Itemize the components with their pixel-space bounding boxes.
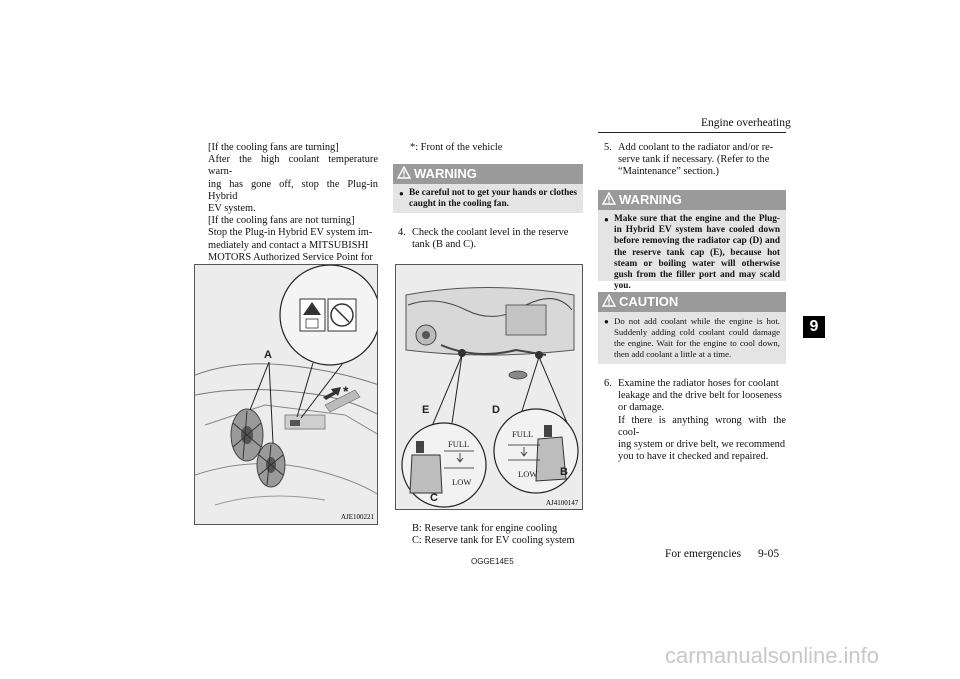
caution-bullet [598, 312, 786, 364]
warning-bullet-text: Be careful not to get your hands or clothes caught in the cooling fan. [409, 188, 577, 210]
caption-b: B: Reserve tank for engine cooling [412, 523, 558, 534]
reserve-tank-figure [395, 264, 583, 510]
step-text: Check the coolant level in the reserve [412, 227, 569, 238]
full-mark-right: FULL [512, 429, 534, 439]
warning-bullet-text: Make sure that the engine and the Plug-in Hybrid EV system have cooled down before removing the radiator cap (D) and the reserve tank cap (E), because hot steam or boiling water will otherwise gush from the filler port and may scald you. [614, 214, 780, 292]
warning-triangle-icon [602, 191, 616, 211]
bullet-dot-icon: ● [604, 317, 609, 326]
text-line: mediately and contact a MITSUBISHI [208, 239, 369, 251]
warning-heading [598, 190, 786, 210]
warning-heading-text: WARNING [619, 192, 682, 207]
warning-triangle-icon [397, 165, 411, 185]
step-number: 5. [604, 142, 612, 153]
bullet-dot-icon: ● [399, 189, 404, 198]
low-mark-left: LOW [452, 477, 472, 487]
caution-heading-text: CAUTION [619, 294, 679, 309]
caution-label-icon [300, 299, 325, 331]
front-marker-star: * [343, 383, 349, 399]
warning-box [393, 164, 583, 213]
chapter-tab-badge: 9 [803, 316, 825, 338]
step-text-cont: tank (B and C). [412, 239, 477, 251]
text-line: MOTORS Authorized Service Point for [208, 251, 373, 263]
step-text-cont: leakage and the drive belt for looseness [618, 390, 782, 402]
step-text-cont: you to have it checked and repaired. [618, 451, 769, 463]
label-b: B [560, 466, 568, 478]
text-line: After the high coolant temperature warn- [208, 154, 378, 178]
text-line: Stop the Plug-in Hybrid EV system im- [208, 227, 373, 239]
caution-bullet-text: Do not add coolant while the engine is hot. Suddenly adding cold coolant could damage the engine. Wait for the engine to cool down, then add coolant a little at a time. [614, 316, 780, 359]
header-rule [598, 132, 786, 133]
footer-page-number: 9-05 [758, 548, 780, 560]
text-line: [If the cooling fans are turning] [208, 142, 339, 153]
caution-heading [598, 292, 786, 312]
no-hands-icon [328, 299, 356, 331]
warning-heading-text: WARNING [414, 166, 477, 181]
step-6 [604, 378, 786, 463]
step-text: Add coolant to the radiator and/or re- [618, 142, 774, 153]
warning-bullet [598, 210, 786, 296]
warning-bullet [393, 184, 583, 214]
cooling-fan-figure [194, 264, 378, 525]
low-mark-right: LOW [518, 469, 538, 479]
text-line: EV system. [208, 203, 256, 215]
label-a: A [264, 349, 272, 361]
left-column-text [208, 142, 378, 276]
step-number: 6. [604, 378, 612, 389]
front-of-vehicle-note: *: Front of the vehicle [410, 142, 503, 153]
figure-captions [412, 523, 592, 547]
step-text-cont: “Maintenance” section.) [618, 166, 719, 178]
label-e: E [422, 404, 430, 416]
label-c: C [430, 492, 438, 504]
step-text-cont: ing system or drive belt, we recommend [618, 439, 786, 451]
step-number: 4. [398, 227, 406, 238]
figure-code: AJE100221 [341, 513, 375, 521]
step-4 [398, 227, 583, 251]
warning-heading [393, 164, 583, 184]
cooling-fan-illustration [195, 265, 378, 525]
fan-icon [231, 409, 263, 461]
caption-c: C: Reserve tank for EV cooling system [412, 535, 575, 547]
step-text: Examine the radiator hoses for coolant [618, 378, 779, 389]
step-text-cont: or damage. [618, 402, 665, 414]
bullet-dot-icon: ● [604, 215, 609, 224]
step-text-cont: serve tank if necessary. (Refer to the [618, 154, 770, 166]
reserve-tank-illustration [396, 265, 583, 510]
warning-box [598, 190, 786, 292]
page-header-title: Engine overheating [701, 117, 791, 129]
step-text-cont: If there is anything wrong with the cool- [618, 414, 786, 438]
figure-code: AJ4100147 [546, 499, 579, 507]
step-5 [604, 142, 786, 179]
full-mark-left: FULL [448, 439, 470, 449]
footer-code: OGGE14E5 [471, 557, 514, 566]
fan-icon [257, 443, 285, 487]
text-line: ing has gone off, stop the Plug-in Hybrid [208, 178, 378, 202]
footer-section: For emergencies [665, 548, 742, 560]
label-d: D [492, 404, 500, 416]
watermark: carmanualsonline.info [665, 643, 880, 668]
caution-box [598, 292, 786, 364]
text-line: [If the cooling fans are not turning] [208, 215, 355, 227]
caution-triangle-icon [602, 293, 616, 313]
